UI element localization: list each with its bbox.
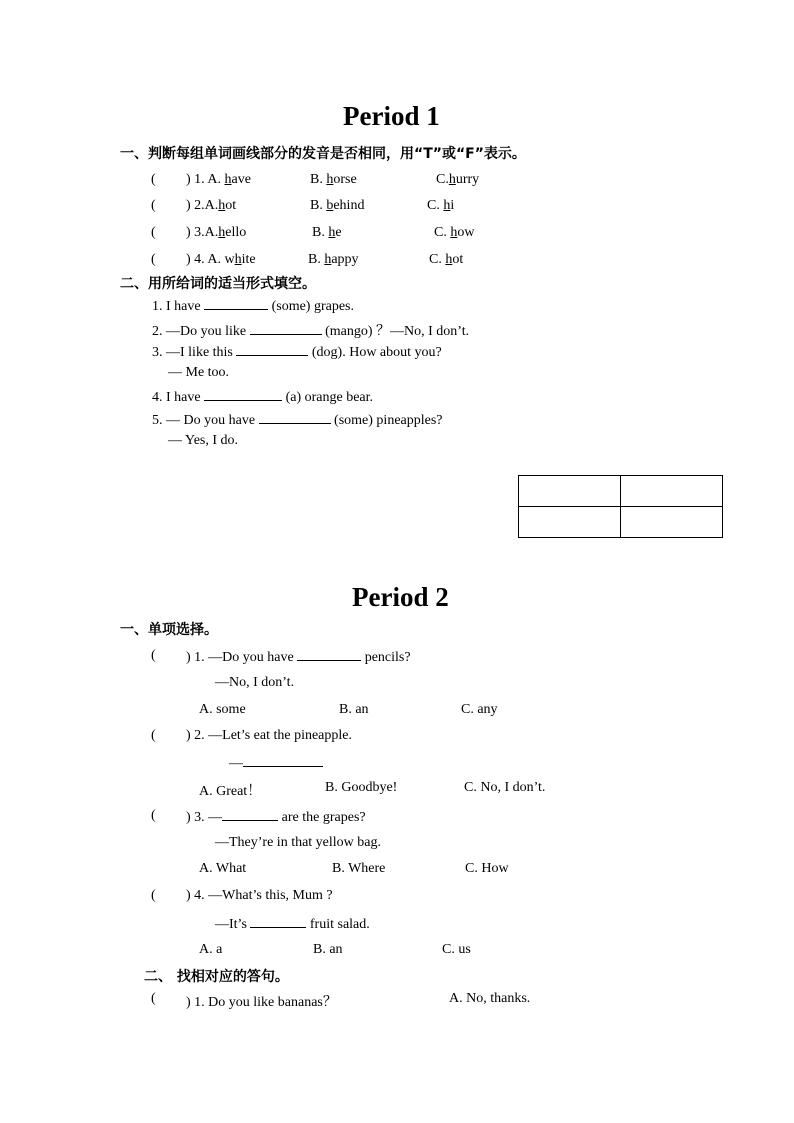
item-number: ) 1. A. have bbox=[186, 172, 251, 187]
answer-paren: ( bbox=[151, 728, 156, 743]
option-b: B. an bbox=[313, 942, 343, 957]
mc-question-2: ) 2. —Let’s eat the pineapple. bbox=[186, 728, 352, 743]
option-c: C. any bbox=[461, 702, 498, 717]
option-c: C. No, I don’t. bbox=[464, 780, 546, 795]
item-number: ) 2.A.hot bbox=[186, 198, 237, 213]
period1-section2-heading: 二、用所给词的适当形式填空。 bbox=[120, 276, 316, 292]
mc-question-2-reply: — bbox=[229, 754, 323, 772]
option-a: A. a bbox=[199, 942, 223, 957]
item-number: ) 3.A.hello bbox=[186, 225, 247, 240]
period1-title: Period 1 bbox=[343, 101, 440, 131]
period1-section1-heading: 一、判断每组单词画线部分的发音是否相同，用“T”或“F”表示。 bbox=[120, 146, 526, 162]
answer-paren: ( bbox=[151, 808, 156, 823]
answer-blank[interactable] bbox=[236, 343, 308, 356]
mc-question-1: ) 1. —Do you have pencils? bbox=[186, 650, 411, 665]
score-table bbox=[518, 475, 723, 538]
option-b: B. happy bbox=[308, 252, 359, 267]
fill-question-4: 4. I have (a) orange bear. bbox=[152, 390, 374, 405]
option-b: B. horse bbox=[310, 172, 357, 187]
option-c: C. How bbox=[465, 861, 509, 876]
option-b: B. he bbox=[312, 225, 342, 240]
fill-question-1: 1. I have (some) grapes. bbox=[152, 299, 355, 314]
answer-paren: ( bbox=[151, 198, 156, 213]
option-c: C. hi bbox=[427, 198, 455, 213]
option-a: A. What bbox=[199, 861, 247, 876]
answer-paren: ( bbox=[151, 172, 156, 187]
option-c: C.hurry bbox=[436, 172, 480, 187]
fill-question-2: 2. —Do you like (mango) ？—No, I don’t. bbox=[152, 324, 470, 339]
match-question-1: ) 1. Do you like bananas？ bbox=[186, 995, 337, 1010]
answer-blank[interactable] bbox=[250, 915, 306, 928]
answer-blank[interactable] bbox=[250, 322, 322, 335]
period2-section1-heading: 一、单项选择。 bbox=[120, 622, 218, 638]
option-b: B. an bbox=[339, 702, 369, 717]
answer-blank[interactable] bbox=[204, 388, 282, 401]
option-a: A. some bbox=[199, 702, 246, 717]
fill-question-3: 3. —I like this (dog). How about you? bbox=[152, 345, 442, 360]
fill-question-5-reply: — Yes, I do. bbox=[168, 433, 239, 448]
match-answer-a: A. No, thanks. bbox=[449, 991, 531, 1006]
item-number: ) 4. A. white bbox=[186, 252, 256, 267]
answer-paren: ( bbox=[151, 225, 156, 240]
score-cell[interactable] bbox=[621, 476, 723, 507]
score-cell[interactable] bbox=[621, 507, 723, 538]
answer-blank[interactable] bbox=[297, 648, 361, 661]
mc-question-3: ) 3. — are the grapes? bbox=[186, 810, 366, 825]
option-a: A. Great！ bbox=[199, 784, 262, 799]
period2-title: Period 2 bbox=[352, 582, 449, 612]
answer-blank[interactable] bbox=[243, 754, 323, 767]
option-c: C. how bbox=[434, 225, 475, 240]
mc-question-4-reply: —It’s fruit salad. bbox=[215, 917, 370, 932]
fill-question-5: 5. — Do you have (some) pineapples? bbox=[152, 413, 443, 428]
answer-paren: ( bbox=[151, 648, 156, 663]
answer-paren: ( bbox=[151, 991, 156, 1006]
answer-paren: ( bbox=[151, 888, 156, 903]
period2-section2-heading: 二、 找相对应的答句。 bbox=[144, 969, 289, 985]
score-cell[interactable] bbox=[519, 507, 621, 538]
option-c: C. hot bbox=[429, 252, 464, 267]
option-b: B. Where bbox=[332, 861, 386, 876]
score-cell[interactable] bbox=[519, 476, 621, 507]
option-c: C. us bbox=[442, 942, 471, 957]
answer-blank[interactable] bbox=[222, 808, 278, 821]
option-b: B. behind bbox=[310, 198, 365, 213]
fill-question-3-reply: — Me too. bbox=[168, 365, 230, 380]
answer-blank[interactable] bbox=[204, 297, 268, 310]
option-b: B. Goodbye! bbox=[325, 780, 398, 795]
answer-paren: ( bbox=[151, 252, 156, 267]
mc-question-4: ) 4. —What’s this, Mum ? bbox=[186, 888, 333, 903]
answer-blank[interactable] bbox=[259, 411, 331, 424]
mc-question-1-reply: —No, I don’t. bbox=[215, 675, 295, 690]
mc-question-3-reply: —They’re in that yellow bag. bbox=[215, 835, 382, 850]
